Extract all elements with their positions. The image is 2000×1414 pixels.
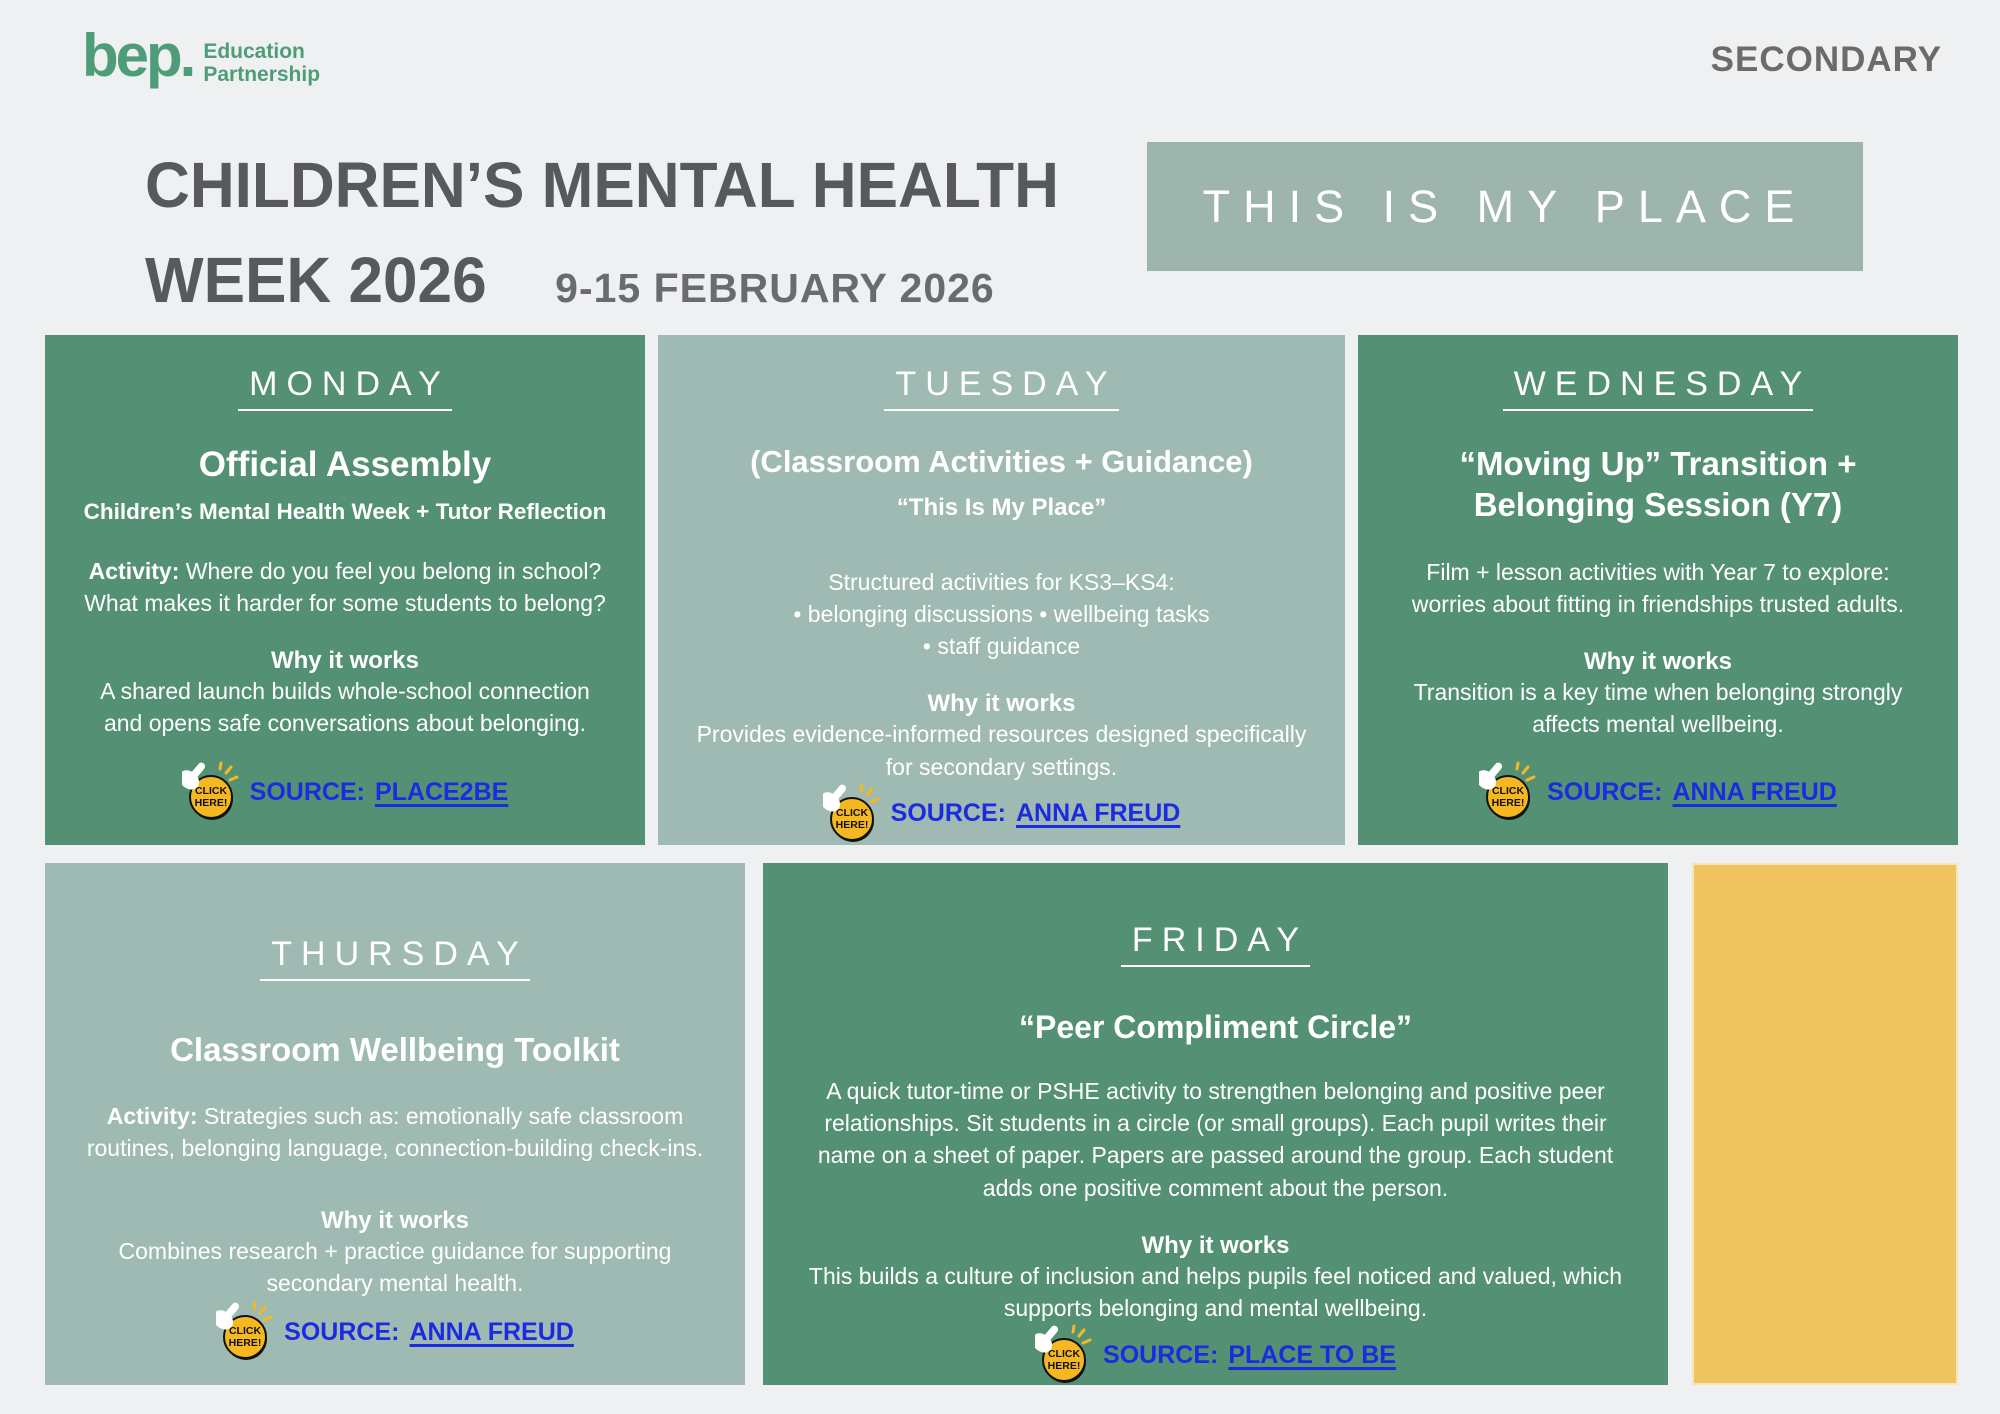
- bep-logo-wordmark: bep.: [82, 22, 194, 90]
- source-row: [823, 783, 1181, 845]
- source-link-place2be[interactable]: PLACE2BE: [374, 777, 509, 806]
- source-label: SOURCE:: [284, 1317, 400, 1346]
- why-label: Why it works: [320, 1206, 470, 1234]
- card-activity: [83, 555, 608, 619]
- source-link-place-to-be[interactable]: PLACE TO BE: [1228, 1340, 1396, 1369]
- svg-text:HERE!: HERE!: [194, 797, 227, 809]
- card-day-heading: TUESDAY: [884, 365, 1118, 411]
- card-title: “Moving Up” Transition + Belonging Session (Y7): [1459, 445, 1857, 524]
- card-day-heading: THURSDAY: [260, 935, 530, 981]
- why-it-works-block: [75, 1207, 715, 1299]
- yellow-accent-block: [1692, 863, 1958, 1385]
- card-day-heading: WEDNESDAY: [1503, 365, 1814, 411]
- source-label: SOURCE:: [1103, 1340, 1219, 1369]
- activity-text: Strategies such as: emotionally safe classroom routines, belonging language, connection-building check-ins.: [86, 1103, 704, 1162]
- card-title: (Classroom Activities + Guidance): [750, 444, 1253, 479]
- svg-text:CLICK: CLICK: [229, 1325, 262, 1337]
- logo-subtext-line1: Education: [203, 40, 305, 63]
- page-title-line2: WEEK 2026: [145, 244, 487, 316]
- why-it-works-block: [688, 690, 1315, 782]
- why-text: Provides evidence-informed resources designed specifically for secondary settings.: [696, 721, 1307, 780]
- click-here-icon[interactable]: [823, 783, 881, 845]
- bep-logo: [82, 22, 321, 90]
- source-label: SOURCE:: [1547, 777, 1663, 806]
- activity-label: Activity:: [88, 557, 180, 584]
- svg-text:CLICK: CLICK: [1047, 1348, 1081, 1361]
- card-wednesday: [1358, 335, 1958, 845]
- card-title: Classroom Wellbeing Toolkit: [170, 1031, 620, 1068]
- card-body: A quick tutor-time or PSHE activity to strengthen belonging and positive peer relationships. Sit students in a circle (or small groups). Each pupil writes their name on a sheet of paper. Papers are passed around the group. Each student adds one positive comment about the person.: [817, 1078, 1614, 1201]
- click-here-icon[interactable]: [182, 761, 240, 823]
- card-title: “Peer Compliment Circle”: [1019, 1009, 1412, 1045]
- bep-logo-subtext: [203, 26, 320, 86]
- activity-text: Where do you feel you belong in school? What makes it harder for some students to belong?: [84, 557, 606, 616]
- card-title: Official Assembly: [198, 445, 492, 484]
- why-text: Transition is a key time when belonging strongly affects mental wellbeing.: [1413, 678, 1903, 738]
- card-tuesday: [658, 335, 1345, 845]
- source-label: SOURCE:: [890, 799, 1006, 828]
- page-title-row: [145, 243, 995, 317]
- card-body: [793, 566, 1209, 663]
- svg-text:HERE!: HERE!: [1491, 797, 1525, 809]
- card-subtitle: Children’s Mental Health Week + Tutor Reflection: [83, 498, 607, 524]
- card-day-heading: FRIDAY: [1121, 921, 1310, 967]
- why-label: Why it works: [1141, 1231, 1290, 1259]
- card-monday: [45, 335, 645, 845]
- source-row: [1479, 761, 1837, 823]
- audience-label: SECONDARY: [1710, 40, 1942, 79]
- click-here-icon[interactable]: [216, 1301, 274, 1363]
- theme-banner-text: THIS IS MY PLACE: [1202, 180, 1808, 232]
- source-link-anna-freud[interactable]: ANNA FREUD: [1015, 799, 1181, 828]
- card-subtitle: “This Is My Place”: [896, 493, 1107, 521]
- card-thursday: [45, 863, 745, 1385]
- why-text: A shared launch builds whole-school connection and opens safe conversations about belonging.: [100, 678, 590, 737]
- body-line: Structured activities for KS3–KS4:: [828, 568, 1175, 595]
- click-here-icon[interactable]: [1035, 1324, 1093, 1386]
- card-day-heading: MONDAY: [238, 365, 452, 411]
- why-label: Why it works: [927, 690, 1076, 718]
- why-label: Why it works: [270, 647, 420, 675]
- body-line: • staff guidance: [922, 633, 1081, 660]
- source-row: [216, 1301, 574, 1363]
- source-row: [182, 761, 509, 823]
- activity-label: Activity:: [106, 1103, 198, 1130]
- card-body: Film + lesson activities with Year 7 to explore: worries about fitting in friendships trusted adults.: [1411, 558, 1905, 617]
- source-row: [1035, 1324, 1396, 1386]
- source-link-anna-freud[interactable]: ANNA FREUD: [1672, 777, 1837, 806]
- why-it-works-block: [83, 647, 608, 739]
- why-text: This builds a culture of inclusion and helps pupils feel noticed and valued, which supports belonging and mental wellbeing.: [808, 1262, 1623, 1321]
- svg-text:CLICK: CLICK: [1492, 785, 1525, 797]
- click-here-icon[interactable]: [1479, 761, 1537, 823]
- why-it-works-block: [806, 1232, 1626, 1324]
- logo-subtext-line2: Partnership: [203, 63, 321, 87]
- source-label: SOURCE:: [249, 777, 365, 806]
- svg-text:HERE!: HERE!: [1047, 1360, 1081, 1373]
- why-label: Why it works: [1583, 647, 1733, 675]
- card-friday: [763, 863, 1668, 1385]
- svg-text:HERE!: HERE!: [228, 1337, 262, 1349]
- date-range: 9-15 FEBRUARY 2026: [555, 265, 995, 311]
- why-text: Combines research + practice guidance for supporting secondary mental health.: [118, 1237, 672, 1296]
- body-line: • belonging discussions • wellbeing tasks: [793, 600, 1210, 627]
- card-activity: [75, 1100, 715, 1164]
- why-it-works-block: [1388, 648, 1928, 740]
- svg-text:HERE!: HERE!: [835, 818, 869, 831]
- page-title-line1: CHILDREN’S MENTAL HEALTH: [145, 149, 1059, 221]
- svg-text:CLICK: CLICK: [835, 806, 868, 819]
- theme-banner: [1147, 142, 1863, 271]
- svg-text:CLICK: CLICK: [194, 785, 227, 797]
- source-link-anna-freud[interactable]: ANNA FREUD: [409, 1317, 574, 1346]
